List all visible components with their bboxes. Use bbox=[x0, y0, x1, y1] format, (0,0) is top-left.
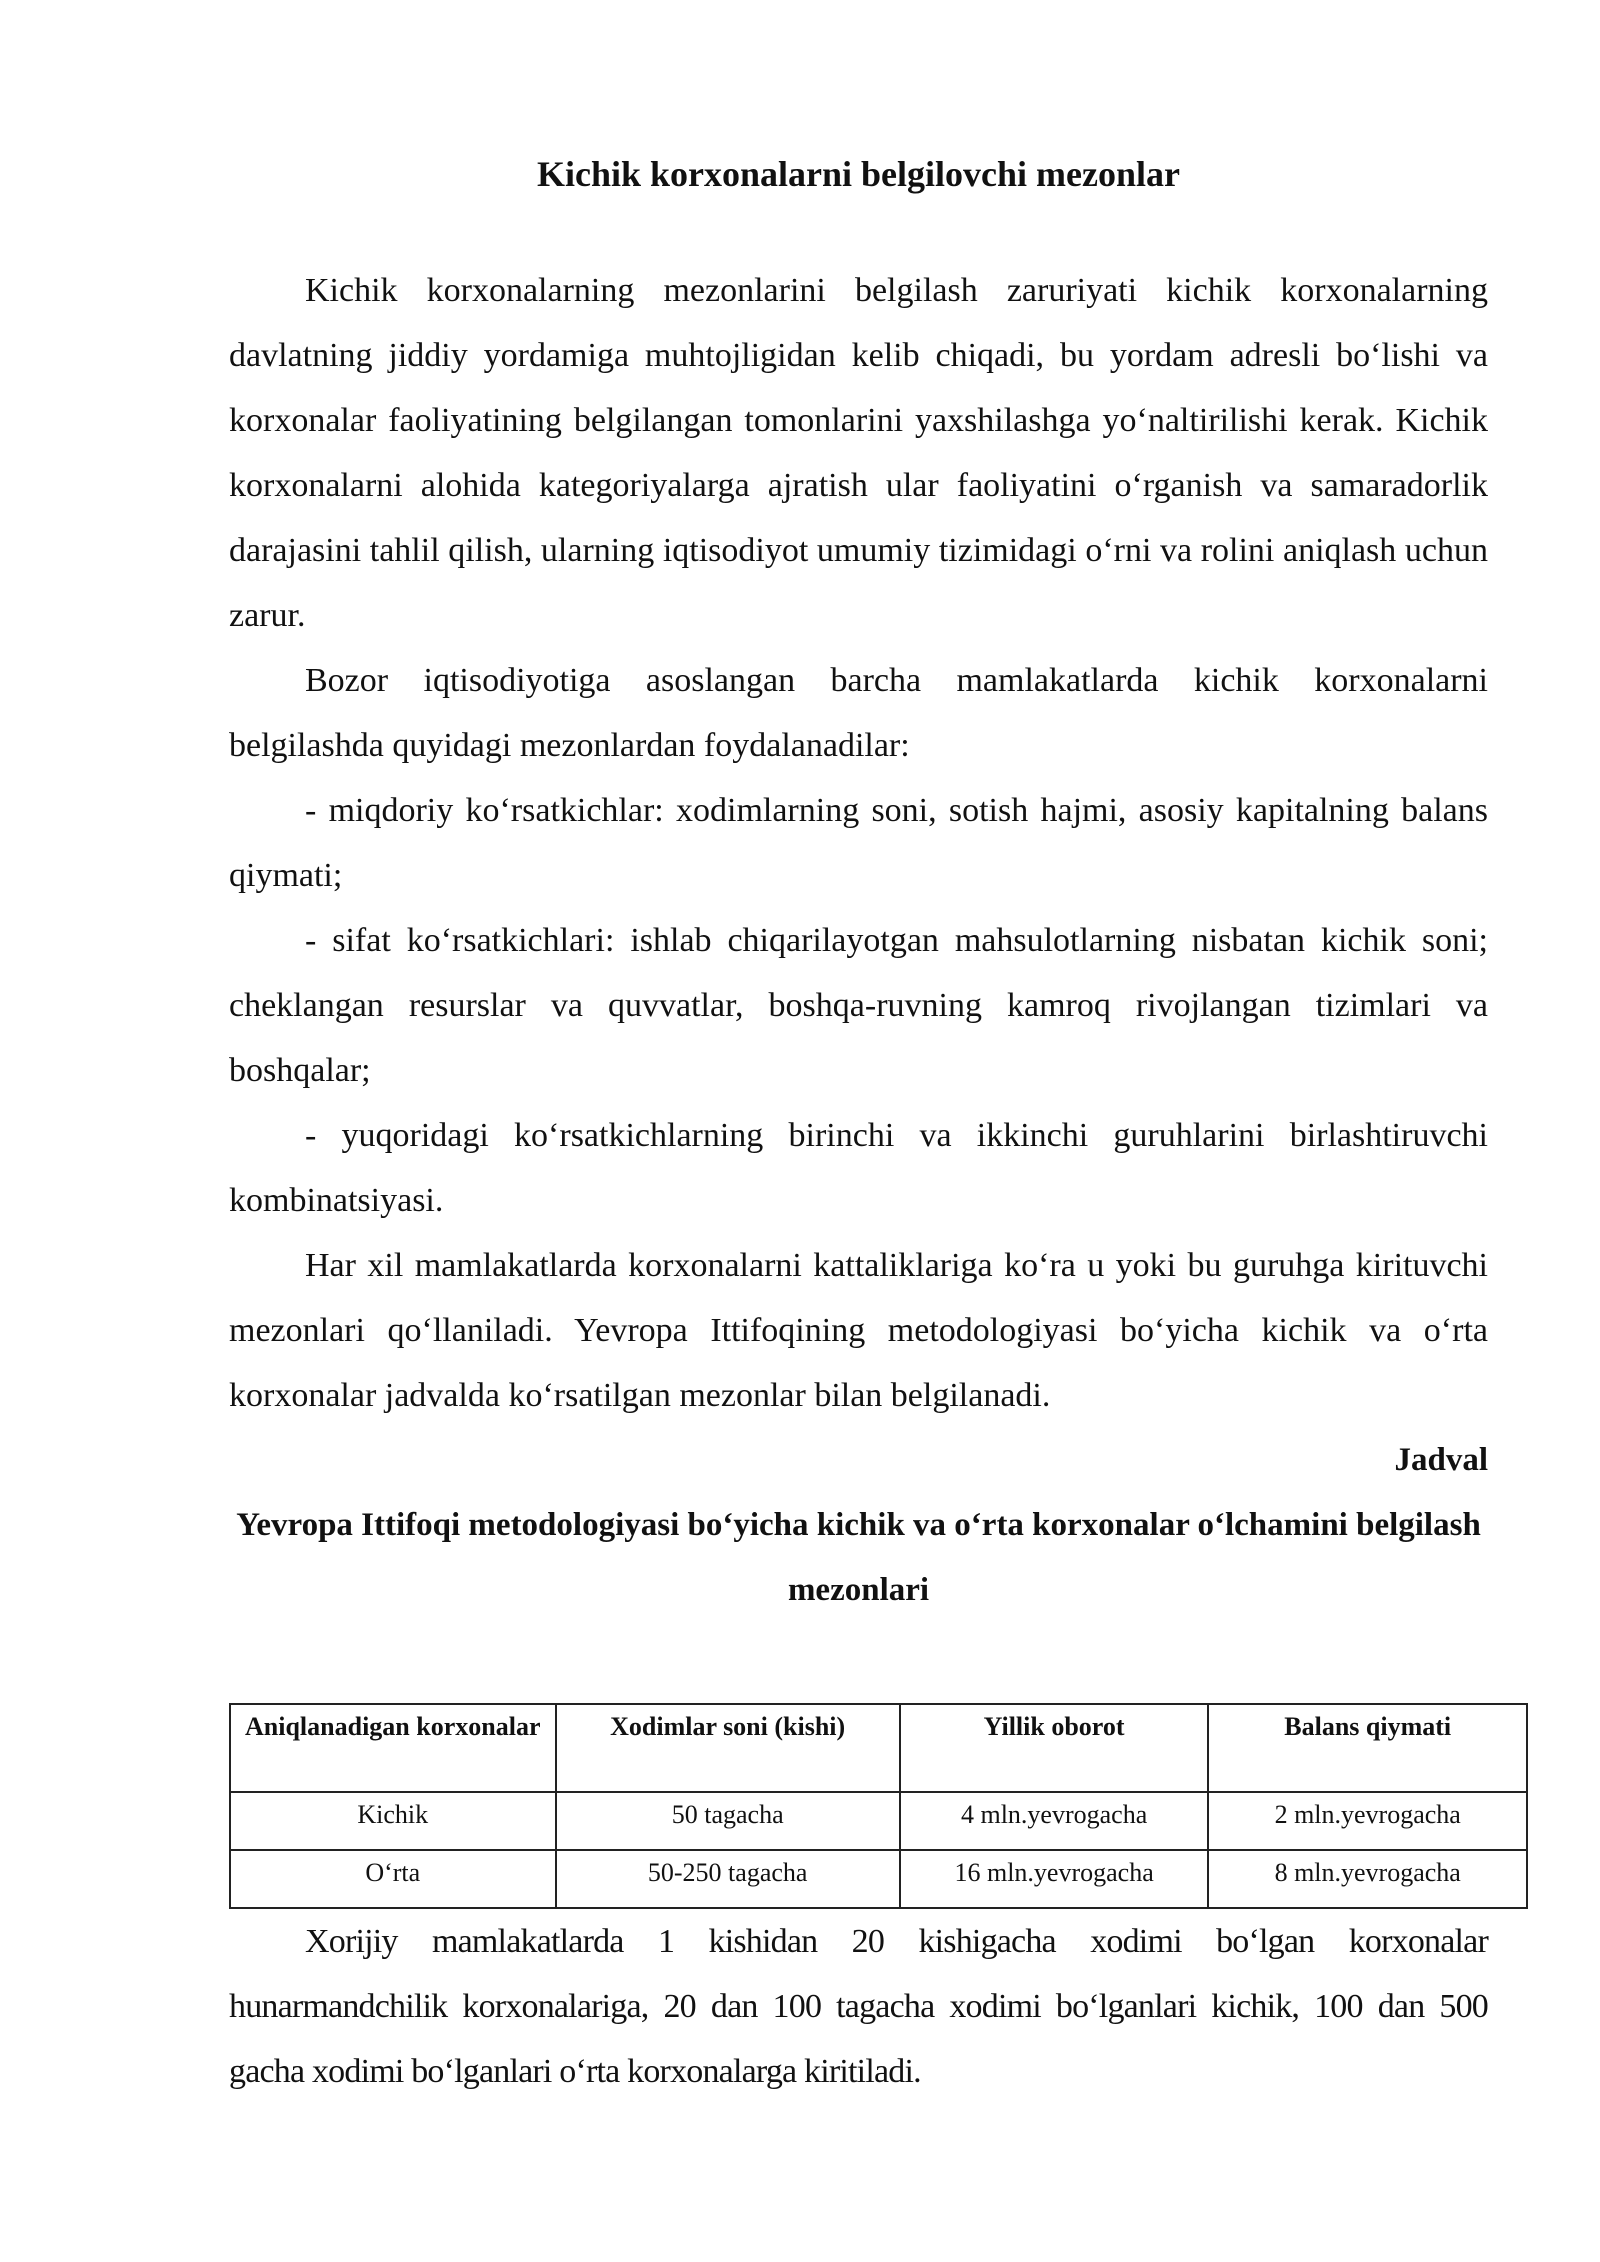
paragraph-foreign-countries: Xorijiy mamlakatlarda 1 kishidan 20 kishigacha xodimi bo‘lgan korxonalar hunarmandchilik korxonalariga, 20 dan 100 tagacha xodimi bo‘lganlari kichik, 100 dan 500 gacha xodimi bo‘lganlari o‘rta korxonalarga kiritiladi. bbox=[229, 1923, 1488, 2090]
table-header-row bbox=[230, 1704, 1527, 1792]
header-enterprise-type: Aniqlanadigan korxonalar bbox=[230, 1704, 556, 1792]
table-label: Jadval bbox=[1394, 1442, 1488, 1478]
cell-enterprise-type: O‘rta bbox=[230, 1850, 556, 1908]
cell-balance-value: 2 mln.yevrogacha bbox=[1208, 1792, 1527, 1850]
criteria-table bbox=[229, 1703, 1528, 1909]
table-title: Yevropa Ittifoqi metodologiyasi bo‘yicha kichik va o‘rta korxonalar o‘lchamini belgilash mezonlari bbox=[236, 1507, 1481, 1608]
paragraph-criteria-intro: Bozor iqtisodiyotiga asoslangan barcha mamlakatlarda kichik korxonalarni belgilashda quyidagi mezonlardan foydalanadilar: bbox=[229, 662, 1488, 764]
header-employee-count: Xodimlar soni (kishi) bbox=[556, 1704, 900, 1792]
cell-annual-turnover: 4 mln.yevrogacha bbox=[900, 1792, 1209, 1850]
paragraph-qualitative: - sifat ko‘rsatkichlari: ishlab chiqarilayotgan mahsulotlarning nisbatan kichik soni; cheklangan resurslar va quvvatlar, boshqa-ruvning kamroq rivojlangan tizimlari va boshqalar; bbox=[229, 922, 1488, 1089]
cell-employee-count: 50-250 tagacha bbox=[556, 1850, 900, 1908]
table-row bbox=[230, 1792, 1527, 1850]
paragraph-intro: Kichik korxonalarning mezonlarini belgilash zaruriyati kichik korxonalarning davlatning jiddiy yordamiga muhtojligidan kelib chiqadi, bu yordam adresli bo‘lishi va korxonalar faoliyatining belgilangan tomonlarini yaxshilashga yo‘naltirilishi kerak. Kichik korxonalarni alohida kategoriyalarga ajratish ular faoliyatini o‘rganish va samaradorlik darajasini tahlil qilish, ularning iqtisodiyot umumiy tizimidagi o‘rni va rolini aniqlash uchun zarur. bbox=[229, 272, 1488, 634]
cell-balance-value: 8 mln.yevrogacha bbox=[1208, 1850, 1527, 1908]
paragraph-combination: - yuqoridagi ko‘rsatkichlarning birinchi va ikkinchi guruhlarini birlashtiruvchi kombinatsiyasi. bbox=[229, 1117, 1488, 1219]
paragraph-eu-methodology: Har xil mamlakatlarda korxonalarni kattaliklariga ko‘ra u yoki bu guruhga kirituvchi mezonlari qo‘llaniladi. Yevropa Ittifoqining metodologiyasi bo‘yicha kichik va o‘rta korxonalar jadvalda ko‘rsatilgan mezonlar bilan belgilanadi. bbox=[229, 1247, 1488, 1414]
header-balance-value: Balans qiymati bbox=[1208, 1704, 1527, 1792]
cell-employee-count: 50 tagacha bbox=[556, 1792, 900, 1850]
document-title: Kichik korxonalarni belgilovchi mezonlar bbox=[536, 154, 1180, 194]
cell-enterprise-type: Kichik bbox=[230, 1792, 556, 1850]
paragraph-quantitative: - miqdoriy ko‘rsatkichlar: xodimlarning soni, sotish hajmi, asosiy kapitalning balans qiymati; bbox=[229, 792, 1488, 894]
table-row bbox=[230, 1850, 1527, 1908]
cell-annual-turnover: 16 mln.yevrogacha bbox=[900, 1850, 1209, 1908]
header-annual-turnover: Yillik oborot bbox=[900, 1704, 1209, 1792]
document-page bbox=[229, 150, 1488, 2104]
